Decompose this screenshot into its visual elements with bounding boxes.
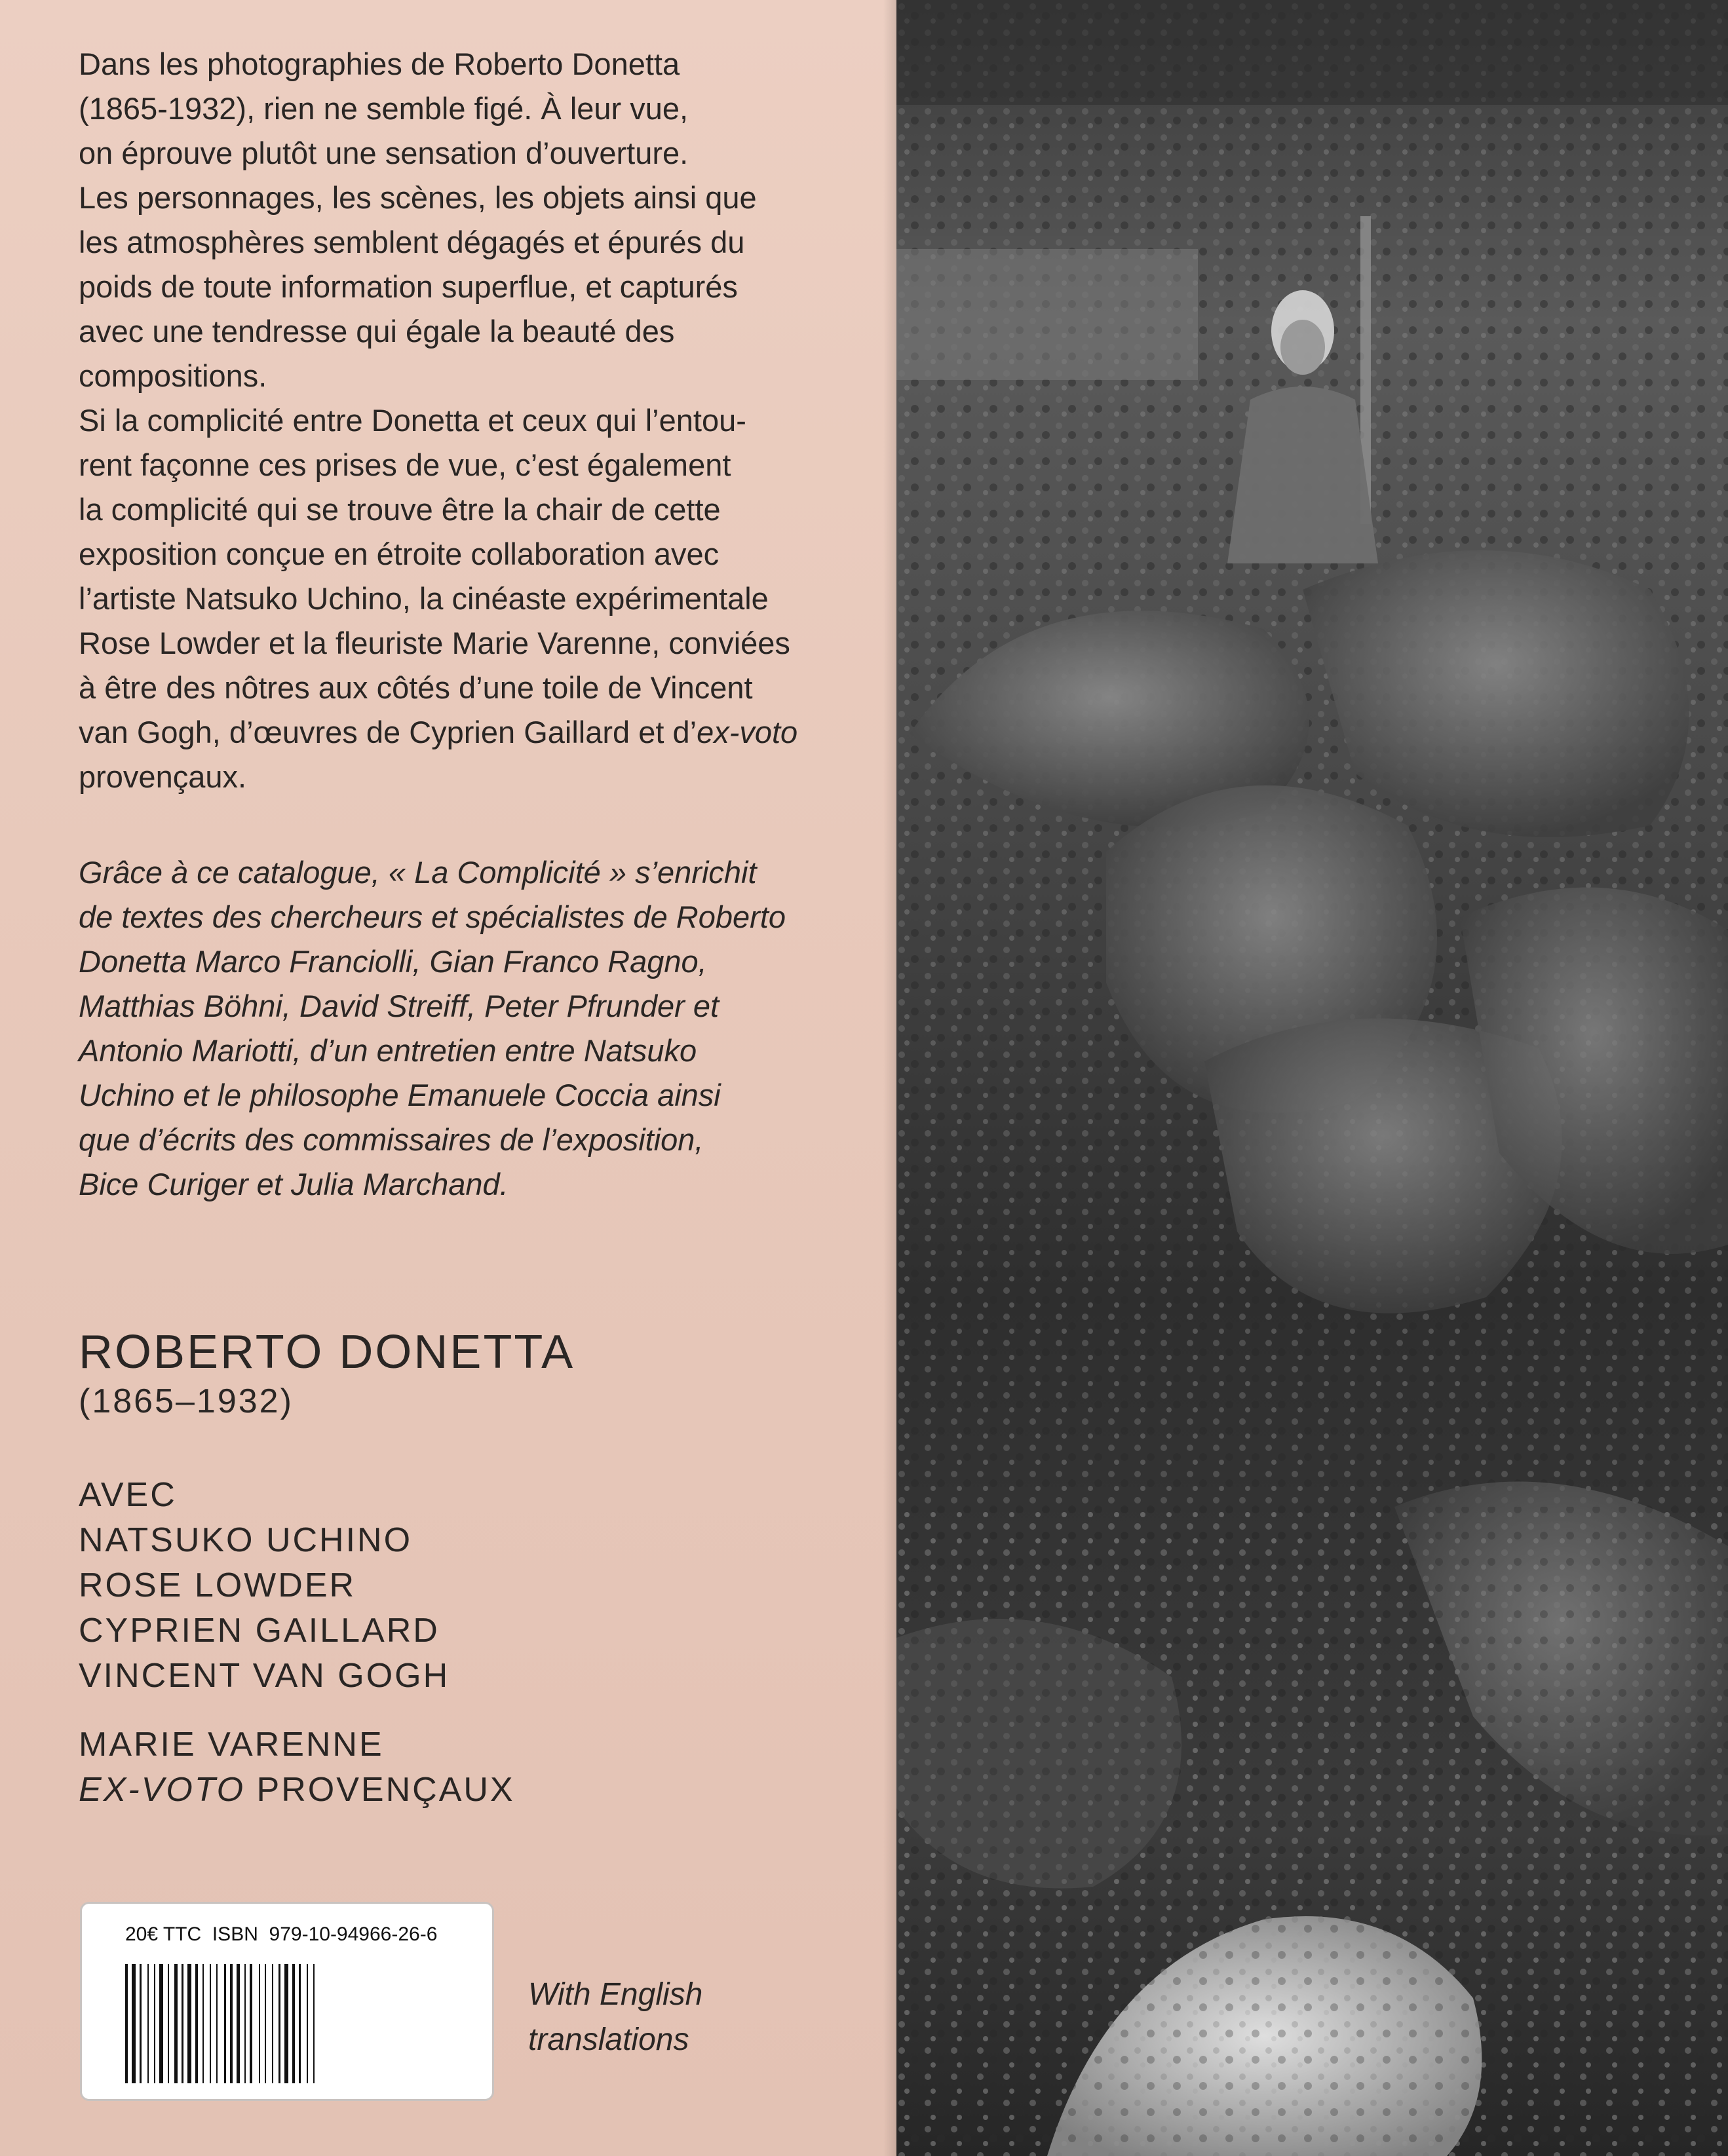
catalogue-note-line: Uchino et le philosophe Emanuele Coccia ainsi xyxy=(79,1078,721,1112)
artist-title-block xyxy=(79,1325,865,1423)
cover-photograph xyxy=(896,0,1728,2156)
barcode-bar xyxy=(244,1964,246,2083)
barcode-bar xyxy=(174,1964,178,2083)
barcode-bar xyxy=(154,1964,155,2083)
barcode-bar xyxy=(140,1964,142,2083)
catalogue-note-line: de textes des chercheurs et spécialistes de Roberto xyxy=(79,899,786,934)
barcode-bar xyxy=(168,1964,169,2083)
description-line: poids de toute information superflue, et capturés xyxy=(79,269,738,304)
barcode-bar xyxy=(272,1964,273,2083)
barcode-bar xyxy=(159,1964,163,2083)
price-text: 20€ TTC xyxy=(125,1923,202,1945)
artist-name: ROBERTO DONETTA xyxy=(79,1326,575,1378)
barcode-bar xyxy=(237,1964,240,2083)
description-line xyxy=(79,710,865,755)
catalogue-note-line: Donetta Marco Franciolli, Gian Franco Ragno, xyxy=(79,944,707,979)
translations-note xyxy=(528,1972,702,2062)
description-line: l’artiste Natsuko Uchino, la cinéaste expérimentale xyxy=(79,581,769,616)
description-line: compositions. xyxy=(79,358,267,393)
barcode-bar xyxy=(307,1964,308,2083)
description-line: Dans les photographies de Roberto Donetta xyxy=(79,47,680,81)
barcode-bar xyxy=(299,1964,301,2083)
translations-line: With English xyxy=(528,1977,703,2012)
description-line: on éprouve plutôt une sensation d’ouverture. xyxy=(79,136,689,170)
credit-name: VINCENT VAN GOGH xyxy=(79,1657,450,1695)
barcode-bar xyxy=(278,1964,280,2083)
description-line: Rose Lowder et la fleuriste Marie Varenne, conviées xyxy=(79,626,790,660)
credit-name: NATSUKO UCHINO xyxy=(79,1521,413,1559)
description-text xyxy=(79,42,865,799)
description-line: Les personnages, les scènes, les objets ainsi que xyxy=(79,180,757,215)
barcode-bar xyxy=(210,1964,211,2083)
barcode-bar xyxy=(313,1964,315,2083)
credit-name: ROSE LOWDER xyxy=(79,1566,356,1604)
catalogue-note-line: Bice Curiger et Julia Marchand. xyxy=(79,1167,509,1201)
credit-exvoto-italic: EX-VOTO xyxy=(79,1771,246,1809)
barcode-bar xyxy=(187,1964,191,2083)
credit-exvoto xyxy=(79,1768,865,1813)
barcode-bar xyxy=(224,1964,226,2083)
credits-with-label: AVEC xyxy=(79,1476,177,1514)
barcode-bar xyxy=(230,1964,233,2083)
barcode-bar xyxy=(182,1964,183,2083)
description-line: rent façonne ces prises de vue, c’est également xyxy=(79,447,731,482)
barcode-bar xyxy=(147,1964,149,2083)
description-line: exposition conçue en étroite collaboration avec xyxy=(79,537,720,571)
barcode-graphic xyxy=(125,1964,446,2083)
isbn-text: ISBN 979-10-94966-26-6 xyxy=(212,1923,438,1945)
barcode-bar xyxy=(259,1964,260,2083)
credits-spacer xyxy=(79,1699,865,1722)
credit-exvoto-rest: PROVENÇAUX xyxy=(245,1771,515,1809)
catalogue-note-line: Antonio Mariotti, d’un entretien entre Natsuko xyxy=(79,1033,697,1068)
description-line: à être des nôtres aux côtés d’une toile de Vincent xyxy=(79,670,753,705)
barcode-bar xyxy=(195,1964,198,2083)
catalogue-note-line: Matthias Böhni, David Streiff, Peter Pfrunder et xyxy=(79,989,720,1023)
barcode-bar xyxy=(250,1964,252,2083)
barcode-bar xyxy=(202,1964,204,2083)
barcode-bar xyxy=(284,1964,288,2083)
catalogue-note-line: Grâce à ce catalogue, « La Complicité » s’enrichit xyxy=(79,855,757,890)
barcode-bar xyxy=(292,1964,295,2083)
description-line: provençaux. xyxy=(79,759,247,794)
credit-name: MARIE VARENNE xyxy=(79,1726,384,1764)
barcode-bar xyxy=(132,1964,136,2083)
credit-name: CYPRIEN GAILLARD xyxy=(79,1612,440,1650)
catalogue-note xyxy=(79,850,865,1207)
price-isbn-line xyxy=(125,1923,437,1946)
artist-dates: (1865–1932) xyxy=(79,1382,294,1420)
credits-list xyxy=(79,1473,865,1813)
catalogue-note-line: que d’écrits des commissaires de l’exposition, xyxy=(79,1122,704,1157)
description-line: la complicité qui se trouve être la chair de cette xyxy=(79,492,721,527)
translations-line: translations xyxy=(528,2022,689,2057)
description-line: (1865-1932), rien ne semble figé. À leur vue, xyxy=(79,91,689,126)
barcode-sticker xyxy=(80,1902,494,2101)
description-line: les atmosphères semblent dégagés et épurés du xyxy=(79,225,745,259)
description-line: Si la complicité entre Donetta et ceux qui l’entou- xyxy=(79,403,746,438)
barcode-bar xyxy=(216,1964,218,2083)
description-italic-fragment: ex-voto xyxy=(697,715,798,749)
barcode-bar xyxy=(125,1964,128,2083)
description-fragment: van Gogh, d’œuvres de Cyprien Gaillard et d’ xyxy=(79,715,697,749)
description-line: avec une tendresse qui égale la beauté des xyxy=(79,314,675,349)
barcode-bar xyxy=(265,1964,266,2083)
